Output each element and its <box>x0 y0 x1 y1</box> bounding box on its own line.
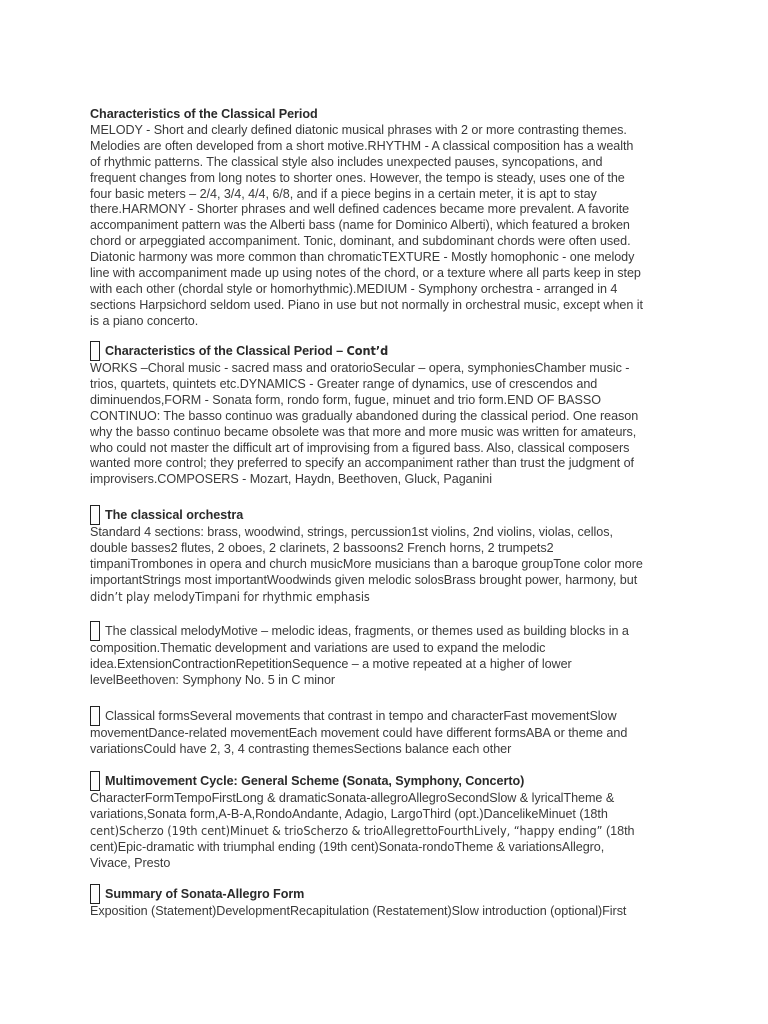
section-heading <box>90 769 634 791</box>
text-line: there.HARMONY - Shorter phrases and well defined cadences became more prevalent. A favorite <box>90 202 630 217</box>
text-line: four basic meters – 2/4, 3/4, 4/4, 6/8, and if a piece begins in a certain meter, it is apt to stay <box>90 186 597 201</box>
text-line: variations,Sonata form,A-B-A,RondoAndante, Adagio, LargoThird (opt.)DancelikeMinuet (18th <box>90 806 608 821</box>
text-line: why the basso continuo became obsolete was that more and more music was written for amateurs, <box>90 424 637 439</box>
text-line: of rhythmic patterns. The classical style also includes unexpected pauses, syncopations, and <box>90 154 603 169</box>
missing-glyph-box-icon <box>90 884 100 904</box>
text-line: Vivace, Presto <box>90 855 171 870</box>
missing-glyph-box-icon <box>90 621 100 641</box>
text-line: didn’t play melodyTimpani for rhythmic emphasis <box>90 588 370 604</box>
missing-glyph-box-icon <box>90 341 100 361</box>
section-sonata-allegro-summary <box>90 882 626 920</box>
text-line: cent)Scherzo (19th cent)Minuet & trioScherzo & trioAllegrettoFourthLively, “happy ending” (18th <box>90 822 635 838</box>
section-title: Classical formsSeveral movements that contrast in tempo and characterFast movementSlow <box>105 709 617 724</box>
section-classical-characteristics <box>90 107 643 330</box>
section-heading <box>90 619 629 641</box>
text-line: composition.Thematic development and variations are used to expand the melodic <box>90 641 546 655</box>
text-line: line with accompaniment made up using notes of the chord, or a texture where all parts keep in step <box>90 266 641 281</box>
text-line: diminuendos,FORM - Sonata form, rondo form, fugue, minuet and trio form.END OF BASSO <box>90 392 601 407</box>
text-line: sections Harpsichord seldom used. Piano in use but not normally in orchestral music, except when it <box>90 297 643 312</box>
text-line: CharacterFormTempoFirstLong & dramaticSonata-allegroAllegroSecondSlow & lyricalTheme & <box>90 791 615 805</box>
text-line: wanted more control; they preferred to specify an accompaniment rather than trust the judgment of <box>90 456 634 471</box>
text-line: who could not master the difficult art of improvising from a figured bass. Also, classical composers <box>90 440 630 455</box>
section-multimovement-cycle <box>90 769 634 872</box>
missing-glyph-box-icon <box>90 706 100 726</box>
title-suffix: Cont’d <box>346 343 389 359</box>
text-line: with each other (chordal style or homorhythmic).MEDIUM - Symphony orchestra - arranged in 4 <box>90 281 618 296</box>
text-line: trios, quartets, quintets etc.DYNAMICS - Greater range of dynamics, use of crescendos and <box>90 376 598 391</box>
text-line: levelBeethoven: Symphony No. 5 in C minor <box>90 672 336 687</box>
section-heading <box>90 503 643 525</box>
text-line: chord or arpeggiated accompaniment. Tonic, dominant, and subdominant chords were often used. <box>90 234 631 249</box>
text-line: double basses2 flutes, 2 oboes, 2 clarinets, 2 bassoons2 French horns, 2 trumpets2 <box>90 540 554 555</box>
text-line: importantStrings most importantWoodwinds given melodic solosBrass brought power, harmony, but <box>90 572 638 587</box>
text-line: movementDance-related movementEach movement could have different formsABA or theme and <box>90 726 628 740</box>
text-line: MELODY - Short and clearly defined diatonic musical phrases with 2 or more contrasting themes. <box>90 122 627 137</box>
text-line: idea.ExtensionContractionRepetitionSequence – a motive repeated at a higher of lower <box>90 656 572 671</box>
text-line: Melodies are often developed from a short motive.RHYTHM - A classical composition has a wealth <box>90 138 634 153</box>
text-line: cent)Epic-dramatic with triumphal ending (19th cent)Sonata-rondoTheme & variationsAllegro, <box>90 839 605 854</box>
section-classical-characteristics-contd <box>90 339 638 488</box>
section-title: Multimovement Cycle: General Scheme (Sonata, Symphony, Concerto) <box>105 774 525 789</box>
section-title: Characteristics of the Classical Period – Cont’d <box>105 343 389 359</box>
text-line: variationsCould have 2, 3, 4 contrasting themesSections balance each other <box>90 741 512 756</box>
section-classical-forms <box>90 704 627 758</box>
text-line: WORKS –Choral music - sacred mass and oratorioSecular – opera, symphoniesChamber music - <box>90 361 630 375</box>
section-heading <box>90 704 627 726</box>
missing-glyph-box-icon <box>90 771 100 791</box>
text-line: timpaniTrombones in opera and church musicMore musicians than a baroque groupTone color more <box>90 556 643 571</box>
text-line: Exposition (Statement)DevelopmentRecapitulation (Restatement)Slow introduction (optional)First <box>90 904 627 918</box>
section-title: The classical melodyMotive – melodic ideas, fragments, or themes used as building blocks in a <box>105 624 629 639</box>
section-heading <box>90 882 626 904</box>
section-classical-orchestra <box>90 503 643 605</box>
text-line: accompaniment pattern was the Alberti bass (name for Dominico Alberti), which featured a broken <box>90 218 630 233</box>
text-line: frequent changes from long notes to shorter ones. However, the tempo is steady, uses one of the <box>90 170 625 185</box>
text-line: Standard 4 sections: brass, woodwind, strings, percussion1st violins, 2nd violins, violas, cellos, <box>90 525 613 539</box>
section-title: Summary of Sonata-Allegro Form <box>105 887 305 902</box>
section-title: The classical orchestra <box>105 508 244 523</box>
text-line: Diatonic harmony was more common than chromaticTEXTURE - Mostly homophonic - one melody <box>90 250 635 265</box>
section-classical-melody <box>90 619 629 689</box>
text-line: CONTINUO: The basso continuo was gradually abandoned during the classical period. One reason <box>90 408 639 423</box>
text-line: is a piano concerto. <box>90 313 199 328</box>
missing-glyph-box-icon <box>90 505 100 525</box>
text-line: improvisers.COMPOSERS - Mozart, Haydn, Beethoven, Gluck, Paganini <box>90 472 493 487</box>
section-title: Characteristics of the Classical Period <box>90 107 318 121</box>
section-heading <box>90 339 638 361</box>
